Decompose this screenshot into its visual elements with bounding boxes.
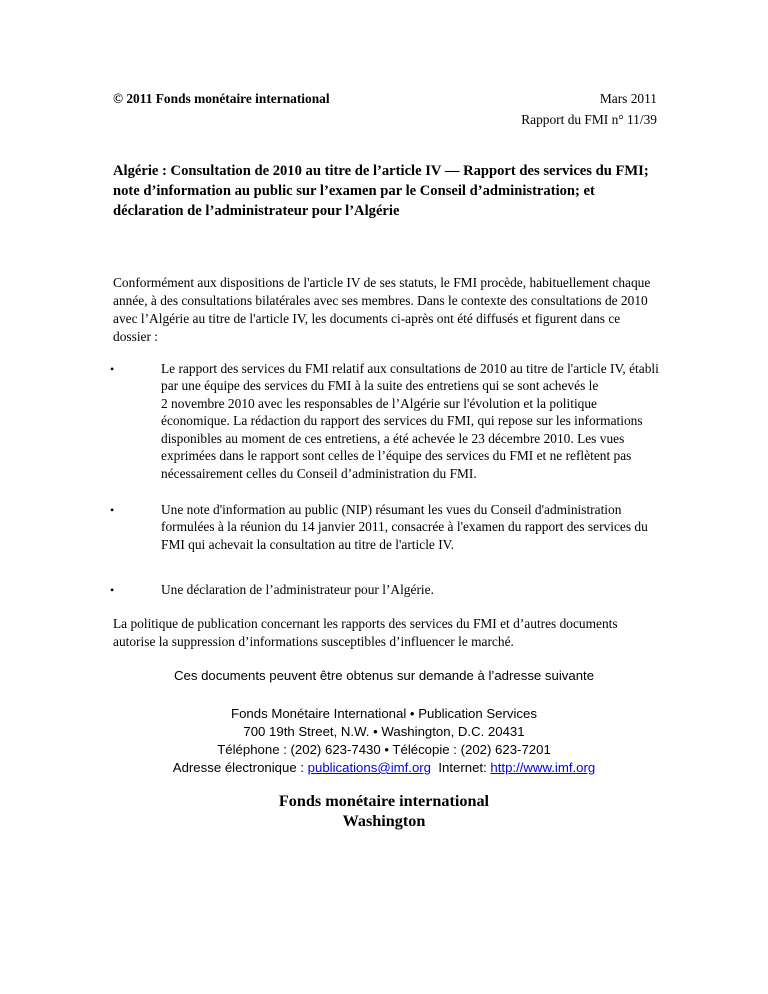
website-link[interactable]: http://www.imf.org (490, 760, 596, 775)
text-line: avec l’Algérie au titre de l'article IV, les documents ci-après ont été diffusés et figurent dans ce (113, 311, 621, 326)
email-label: Adresse électronique : (172, 760, 308, 775)
text-line: Conformément aux dispositions de l'article IV de ses statuts, le FMI procède, habituellement chaque (113, 275, 651, 290)
footer-org: Fonds monétaire international (278, 792, 490, 810)
text-line: nécessairement celles du Conseil d’administration du FMI. (161, 466, 477, 481)
text-line: Le rapport des services du FMI relatif aux consultations de 2010 au titre de l'article IV, établi (161, 361, 659, 376)
bullet-icon: • (110, 503, 115, 517)
text-line: Une déclaration de l’administrateur pour l’Algérie. (161, 582, 434, 597)
text-line: formulées à la réunion du 14 janvier 2011, consacrée à l'examen du rapport des services du (161, 519, 648, 534)
internet-label: Internet: (431, 760, 491, 775)
text-line: par une équipe des services du FMI à la suite des entretiens qui se sont achevés le (161, 378, 599, 393)
bullet-icon: • (110, 362, 115, 376)
email-link[interactable]: publications@imf.org (307, 760, 432, 775)
contact-phone: Téléphone : (202) 623-7430 • Télécopie : (202) 623-7201 (217, 742, 551, 757)
text-line: FMI qui achevait la consultation au titre de l'article IV. (161, 537, 454, 552)
text-line: autorise la suppression d’informations susceptibles d’influencer le marché. (113, 634, 514, 649)
bullet-icon: • (110, 583, 115, 597)
text-line: économique. La rédaction du rapport des services du FMI, qui repose sur les informations (161, 413, 643, 428)
report-number: Rapport du FMI n° 11/39 (521, 112, 657, 127)
contact-address: 700 19th Street, N.W. • Washington, D.C. 20431 (243, 724, 525, 739)
text-line: année, à des consultations bilatérales avec ses membres. Dans le contexte des consultations de 2010 (113, 293, 648, 308)
footer-city: Washington (342, 812, 426, 830)
title-line: déclaration de l’administrateur pour l’Algérie (113, 203, 400, 219)
text-line: dossier : (113, 329, 159, 344)
text-line: La politique de publication concernant les rapports des services du FMI et d’autres documents (113, 616, 618, 631)
text-line: Une note d'information au public (NIP) résumant les vues du Conseil d'administration (161, 502, 622, 517)
text-line: 2 novembre 2010 avec les responsables de l’Algérie sur l'évolution et la politique (161, 396, 597, 411)
text-line: exprimées dans le rapport sont celles de l’équipe des services du FMI et ne reflètent pas (161, 448, 632, 463)
report-date: Mars 2011 (599, 91, 657, 106)
title-line: Algérie : Consultation de 2010 au titre de l’article IV — Rapport des services du FMI; (113, 163, 649, 179)
text-line: disponibles au moment de ces entretiens, a été achevée le 23 décembre 2010. Les vues (161, 431, 625, 446)
copyright: © 2011 Fonds monétaire international (113, 91, 330, 106)
contact-intro: Ces documents peuvent être obtenus sur demande à l’adresse suivante (173, 668, 595, 683)
contact-web (0, 760, 768, 776)
contact-org: Fonds Monétaire International • Publication Services (231, 706, 537, 721)
title-line: note d’information au public sur l’examen par le Conseil d’administration; et (113, 183, 595, 199)
